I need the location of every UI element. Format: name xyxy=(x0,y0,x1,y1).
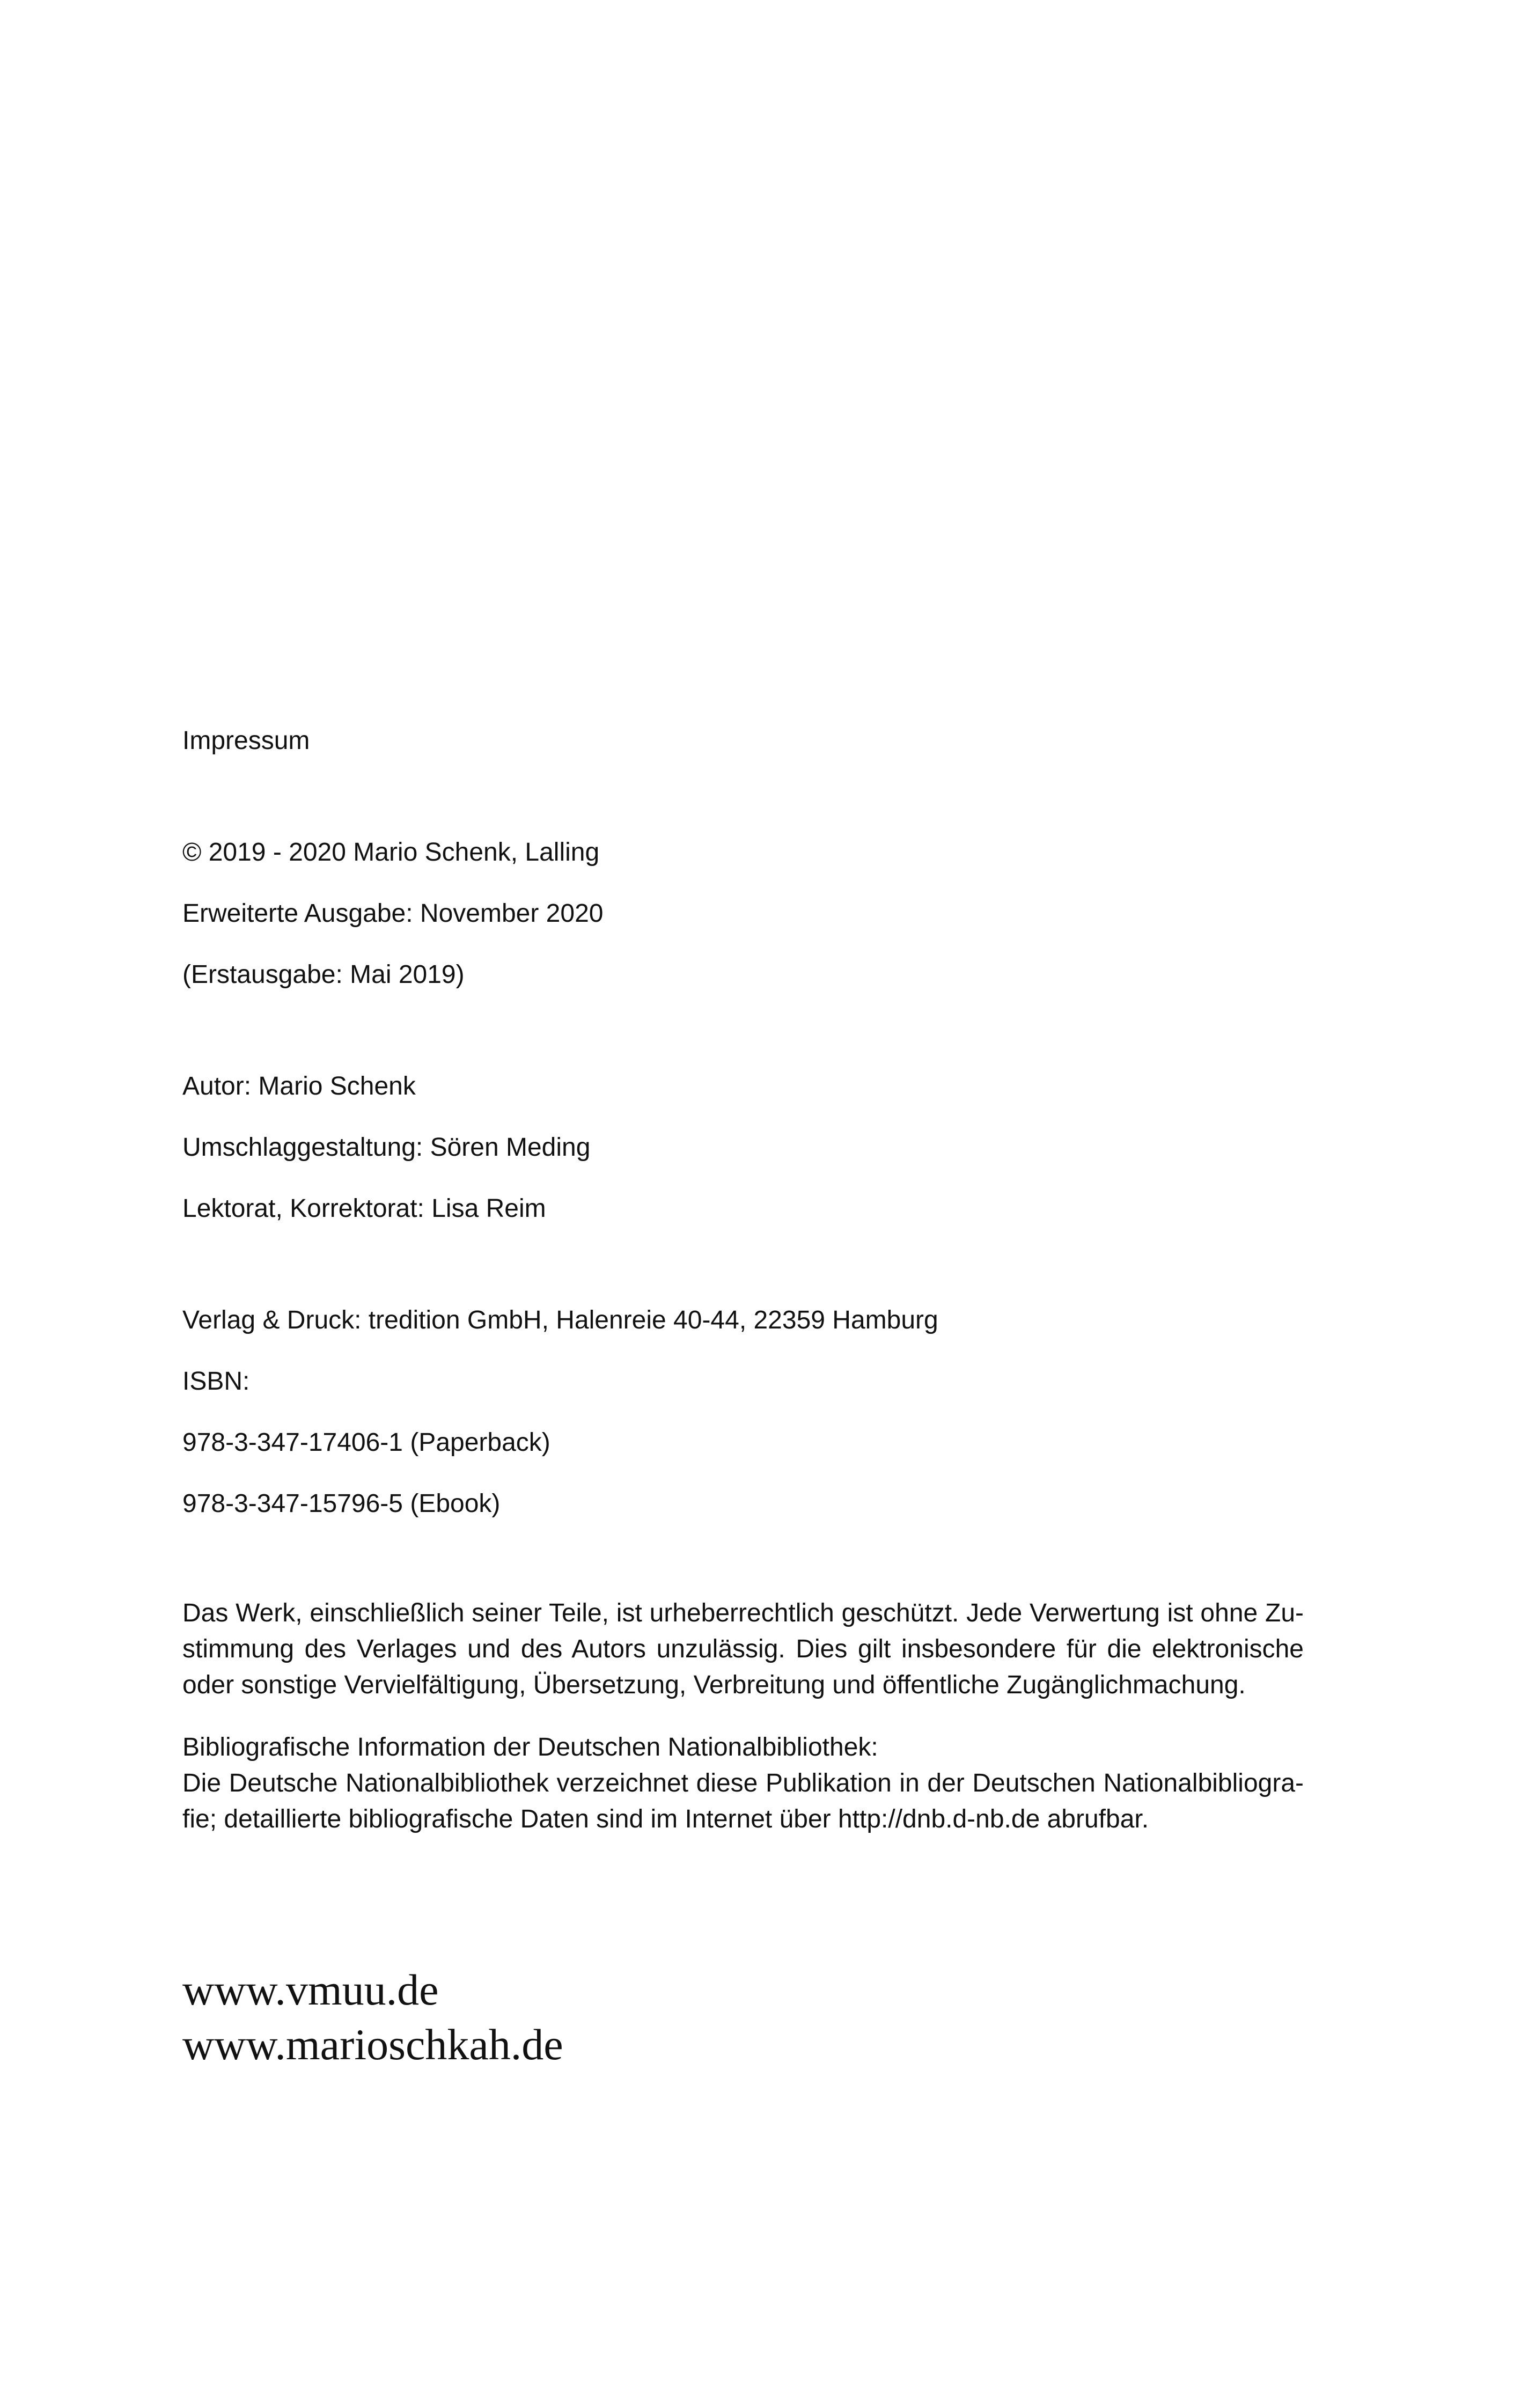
copyright-notice xyxy=(182,1595,1304,1703)
first-edition-line: (Erstausgabe: Mai 2019) xyxy=(182,960,465,989)
isbn-label: ISBN: xyxy=(182,1367,250,1396)
copyright-notice-line: stimmung des Verlages und des Autors unzulässig. Dies gilt insbesondere für die elektronische xyxy=(182,1635,1304,1663)
isbn-paperback: 978-3-347-17406-1 (Paperback) xyxy=(182,1428,550,1457)
website-marioschkah: www.marioschkah.de xyxy=(182,2020,563,2069)
editing-line: Lektorat, Korrektorat: Lisa Reim xyxy=(182,1194,546,1223)
cover-design-line: Umschlaggestaltung: Sören Meding xyxy=(182,1133,591,1162)
bibliographic-heading: Bibliografische Information der Deutschen Nationalbibliothek: xyxy=(182,1733,878,1761)
author-line: Autor: Mario Schenk xyxy=(182,1072,416,1100)
isbn-ebook: 978-3-347-15796-5 (Ebook) xyxy=(182,1489,501,1518)
publisher-line: Verlag & Druck: tredition GmbH, Halenreie 40-44, 22359 Hamburg xyxy=(182,1306,938,1334)
edition-line: Erweiterte Ausgabe: November 2020 xyxy=(182,899,604,928)
bibliographic-info xyxy=(182,1729,1304,1837)
copyright-notice-line: Das Werk, einschließlich seiner Teile, ist urheberrechtlich geschützt. Jede Verwertung ist ohne Zu- xyxy=(182,1599,1304,1627)
copyright-notice-line: oder sonstige Vervielfältigung, Übersetzung, Verbreitung und öffentliche Zugänglichmachung. xyxy=(182,1671,1246,1699)
website-vmuu: www.vmuu.de xyxy=(182,1965,439,2014)
bibliographic-line: fie; detaillierte bibliografische Daten sind im Internet über http://dnb.d-nb.de abrufbar. xyxy=(182,1805,1149,1833)
imprint-heading: Impressum xyxy=(182,726,310,755)
bibliographic-line: Die Deutsche Nationalbibliothek verzeichnet diese Publikation in der Deutschen Nationalbibliogra- xyxy=(182,1769,1304,1797)
copyright-line: © 2019 - 2020 Mario Schenk, Lalling xyxy=(182,838,600,867)
